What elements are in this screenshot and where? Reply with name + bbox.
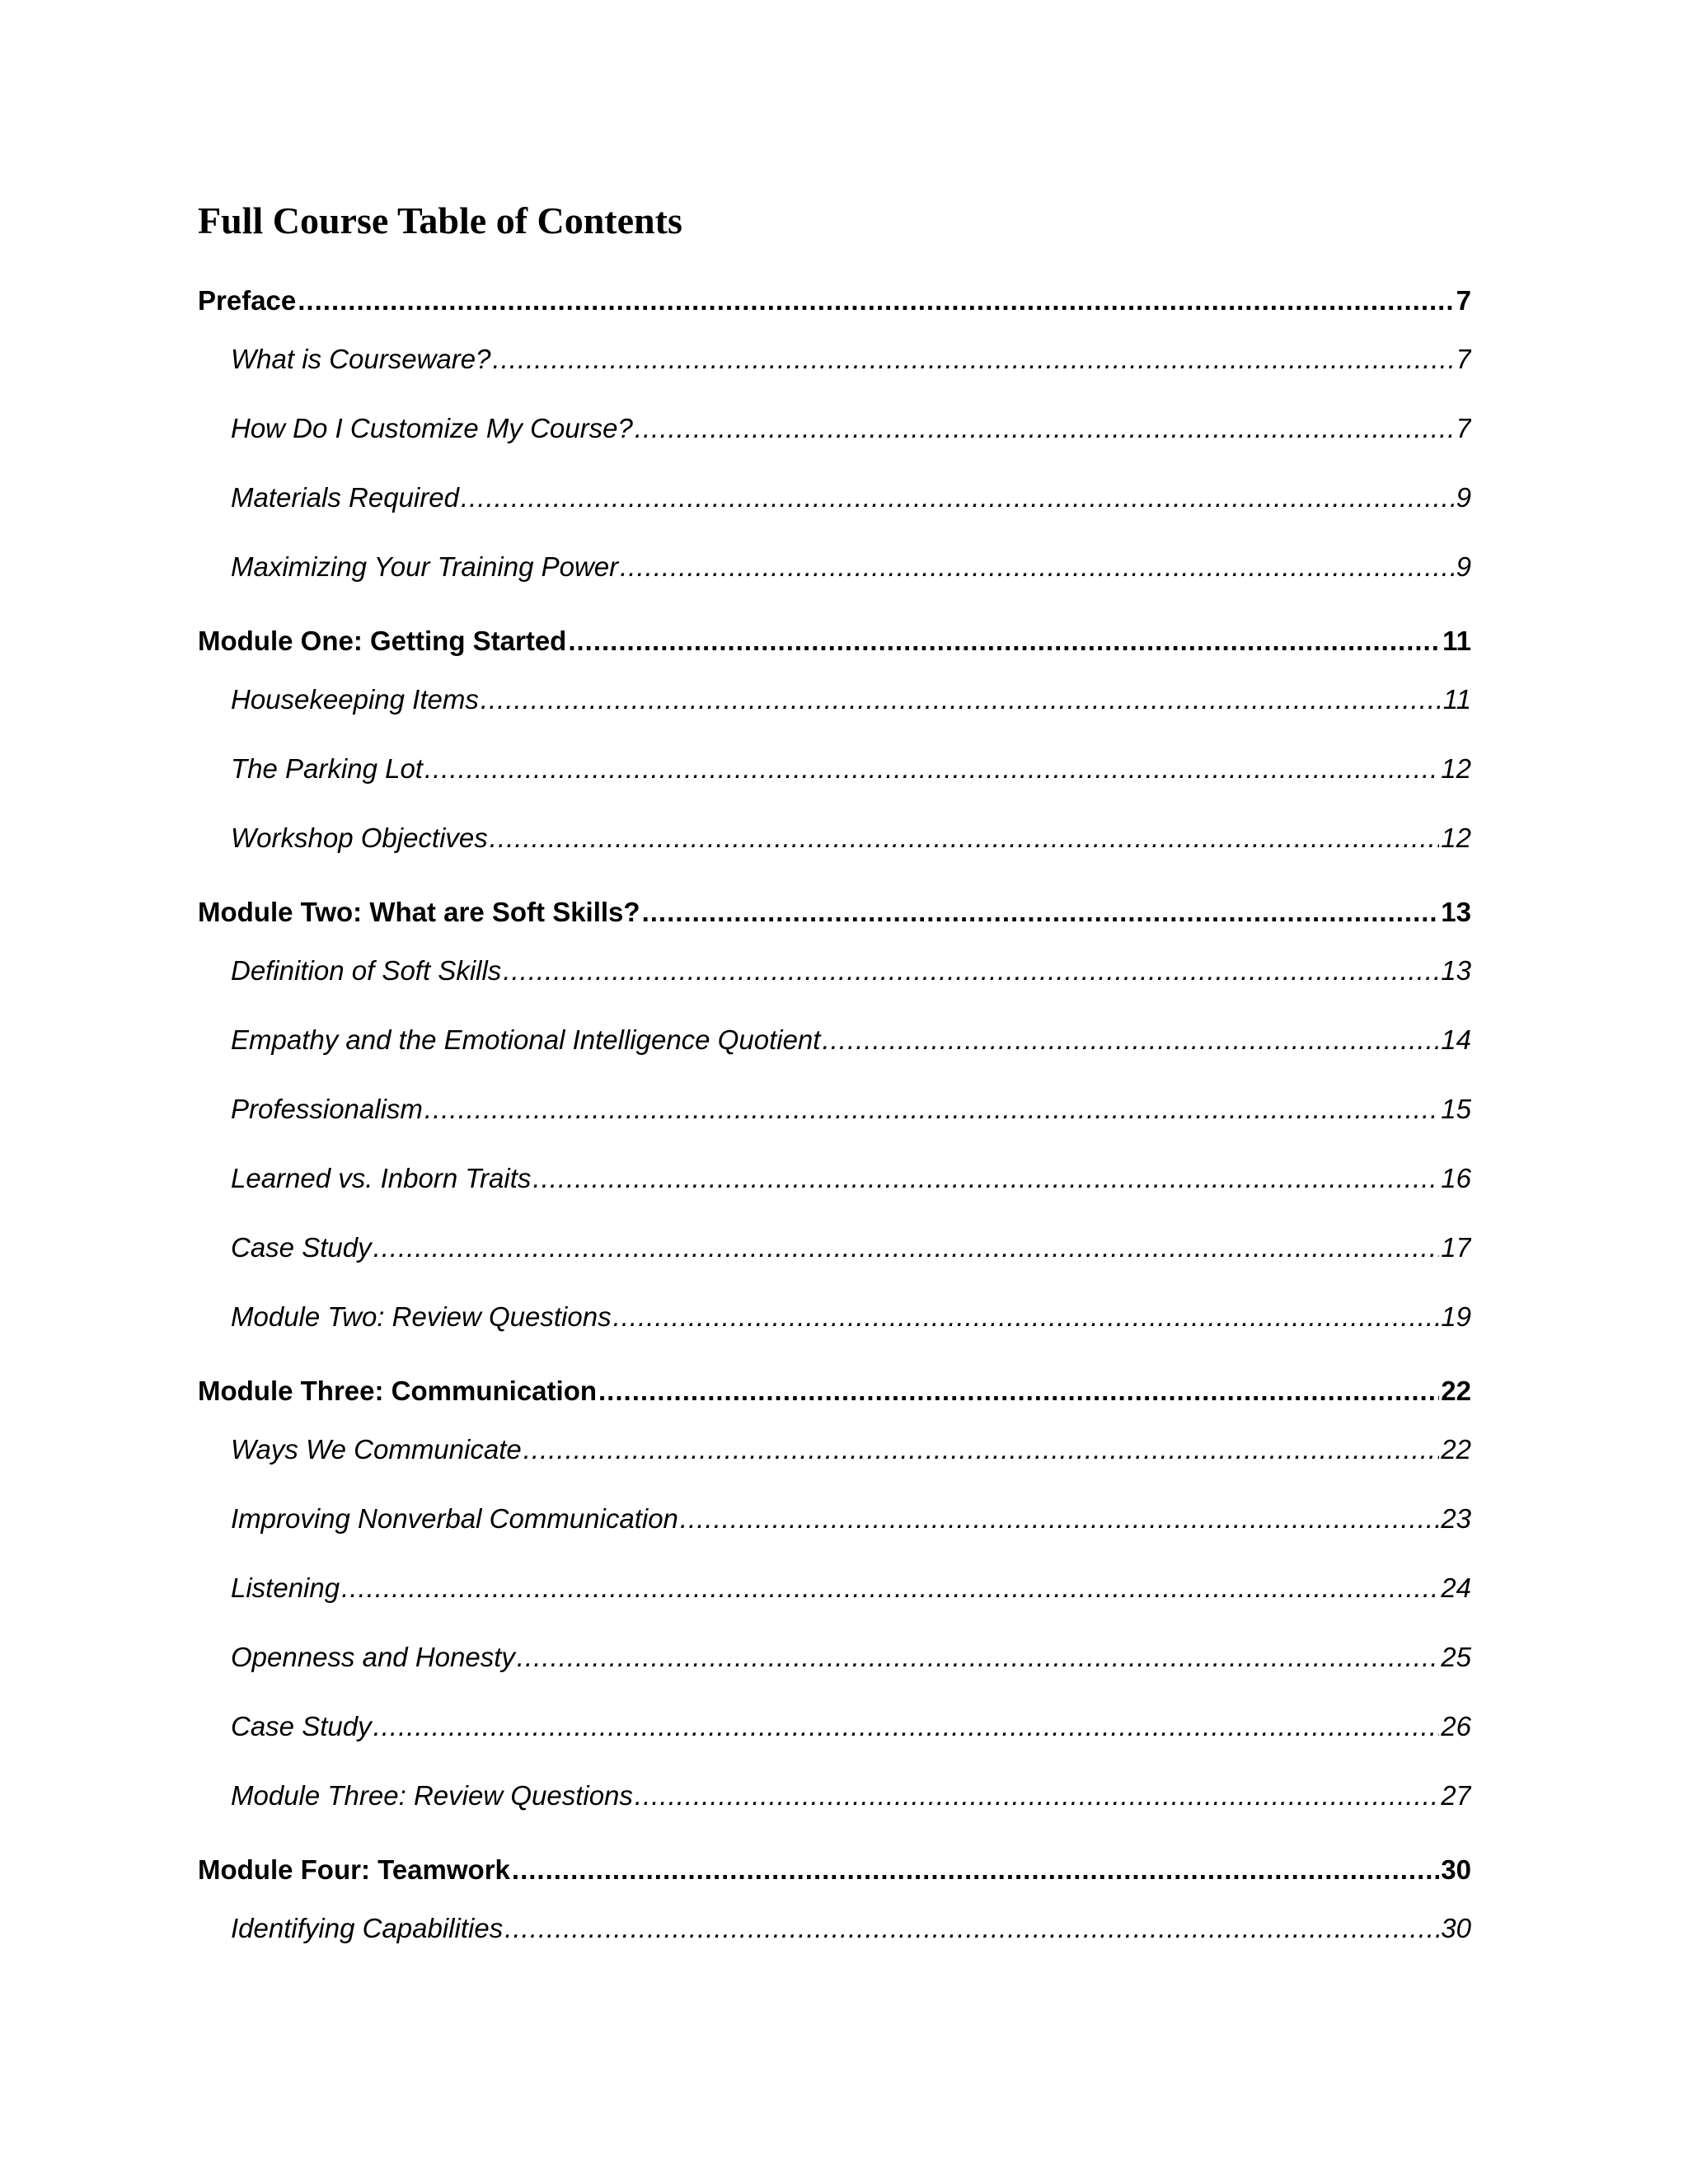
toc-subsection-entry[interactable] <box>231 1431 1471 1469</box>
toc-page-number: 15 <box>1441 1094 1471 1124</box>
toc-entry-title: Case Study <box>231 1232 372 1263</box>
toc-dot-leader <box>373 1708 1440 1746</box>
toc-entry-title: Professionalism <box>231 1094 423 1124</box>
toc-entry-title: Ways We Communicate <box>231 1434 522 1465</box>
toc-entry-title: Listening <box>231 1572 340 1603</box>
toc-dot-leader <box>490 819 1440 857</box>
toc-entry-title: Improving Nonverbal Communication <box>231 1503 678 1534</box>
toc-page-number: 17 <box>1441 1232 1471 1263</box>
toc-dot-leader <box>613 1298 1440 1336</box>
toc-subsection-entry[interactable] <box>231 1638 1471 1676</box>
toc-dot-leader <box>598 1372 1439 1410</box>
toc-entry-title: Housekeeping Items <box>231 684 479 715</box>
toc-dot-leader <box>481 681 1442 719</box>
toc-entry-title: The Parking Lot <box>231 753 423 784</box>
toc-subsection-entry[interactable] <box>231 1500 1471 1538</box>
toc-page-number: 14 <box>1441 1024 1471 1055</box>
toc-page-number: 25 <box>1441 1642 1471 1672</box>
toc-page-number: 27 <box>1441 1780 1471 1811</box>
toc-section-entry[interactable] <box>198 622 1471 660</box>
toc-dot-leader <box>424 750 1439 788</box>
toc-page-number: 26 <box>1441 1711 1471 1741</box>
toc-subsection-entry[interactable] <box>231 1160 1471 1197</box>
toc-dot-leader <box>298 282 1454 320</box>
toc-dot-leader <box>492 340 1454 378</box>
toc-subsection-entry[interactable] <box>231 1569 1471 1607</box>
toc-entry-title: Workshop Objectives <box>231 823 488 853</box>
page-title: Full Course Table of Contents <box>198 199 682 241</box>
toc-page-number: 12 <box>1441 823 1471 853</box>
toc-section-entry[interactable] <box>198 1372 1471 1410</box>
toc-subsection-entry[interactable] <box>231 750 1471 788</box>
toc-entry-title: What is Courseware? <box>231 344 491 374</box>
toc-dot-leader <box>504 1910 1439 1947</box>
toc-section-entry[interactable] <box>198 282 1471 320</box>
toc-entry-title: How Do I Customize My Course? <box>231 413 633 443</box>
toc-entry-title: Openness and Honesty <box>231 1642 515 1672</box>
toc-page-number: 7 <box>1456 413 1471 443</box>
toc-subsection-entry[interactable] <box>231 819 1471 857</box>
toc-entry-title: Module Two: What are Soft Skills? <box>198 897 640 927</box>
toc-subsection-entry[interactable] <box>231 548 1471 586</box>
toc-page-number: 7 <box>1456 344 1471 374</box>
toc-dot-leader <box>568 622 1441 660</box>
toc-entry-title: Maximizing Your Training Power <box>231 551 619 582</box>
toc-entry-title: Definition of Soft Skills <box>231 955 502 986</box>
toc-entry-title: Module Two: Review Questions <box>231 1301 612 1332</box>
toc-page-number: 16 <box>1441 1163 1471 1193</box>
toc-entry-title: Module Four: Teamwork <box>198 1854 510 1885</box>
toc-entry-title: Identifying Capabilities <box>231 1913 504 1943</box>
toc-entry-title: Empathy and the Emotional Intelligence Quotient <box>231 1024 821 1055</box>
toc-entry-title: Learned vs. Inborn Traits <box>231 1163 532 1193</box>
toc-page-number: 13 <box>1441 955 1471 986</box>
toc-subsection-entry[interactable] <box>231 1910 1471 1947</box>
toc-dot-leader <box>503 952 1439 990</box>
toc-section-entry[interactable] <box>198 893 1471 931</box>
toc-subsection-entry[interactable] <box>231 1021 1471 1059</box>
toc-subsection-entry[interactable] <box>231 1090 1471 1128</box>
toc-subsection-entry[interactable] <box>231 1708 1471 1746</box>
toc-page-number: 19 <box>1441 1301 1471 1332</box>
toc-dot-leader <box>620 548 1455 586</box>
toc-entry-title: Materials Required <box>231 482 459 513</box>
toc-page-number: 22 <box>1441 1434 1471 1465</box>
toc-section-entry[interactable] <box>198 1851 1471 1889</box>
toc-subsection-entry[interactable] <box>231 1229 1471 1267</box>
toc-page-number: 24 <box>1441 1572 1471 1603</box>
toc-subsection-entry[interactable] <box>231 681 1471 719</box>
toc-subsection-entry[interactable] <box>231 340 1471 378</box>
toc-dot-leader <box>517 1638 1439 1676</box>
toc-entry-title: Module Three: Communication <box>198 1376 598 1406</box>
toc-dot-leader <box>512 1851 1439 1889</box>
toc-subsection-entry[interactable] <box>231 1777 1471 1815</box>
toc-subsection-entry[interactable] <box>231 952 1471 990</box>
toc-page-number: 11 <box>1442 626 1471 656</box>
toc-dot-leader <box>373 1229 1440 1267</box>
toc-dot-leader <box>822 1021 1439 1059</box>
toc-entry-title: Module One: Getting Started <box>198 626 567 656</box>
toc-page-number: 9 <box>1456 482 1471 513</box>
toc-dot-leader <box>523 1431 1440 1469</box>
toc-dot-leader <box>532 1160 1439 1197</box>
toc-dot-leader <box>680 1500 1439 1538</box>
toc-page-number: 11 <box>1442 684 1471 715</box>
toc-page-number: 13 <box>1441 897 1471 927</box>
toc-subsection-entry[interactable] <box>231 410 1471 448</box>
toc-subsection-entry[interactable] <box>231 1298 1471 1336</box>
toc-page-number: 9 <box>1456 551 1471 582</box>
toc-dot-leader <box>424 1090 1439 1128</box>
toc-entry-title: Preface <box>198 285 297 316</box>
toc-dot-leader <box>635 1777 1439 1815</box>
toc-entry-title: Module Three: Review Questions <box>231 1780 633 1811</box>
toc-page-number: 23 <box>1441 1503 1471 1534</box>
toc-page-number: 30 <box>1441 1913 1471 1943</box>
toc-entry-title: Case Study <box>231 1711 372 1741</box>
toc-subsection-entry[interactable] <box>231 479 1471 517</box>
toc-page-number: 12 <box>1441 753 1471 784</box>
toc-dot-leader <box>341 1569 1439 1607</box>
toc-page-number: 22 <box>1441 1376 1471 1406</box>
toc-dot-leader <box>635 410 1455 448</box>
toc-page-number: 7 <box>1456 285 1471 316</box>
toc-dot-leader <box>461 479 1455 517</box>
toc-page-number: 30 <box>1441 1854 1471 1885</box>
toc-dot-leader <box>642 893 1440 931</box>
